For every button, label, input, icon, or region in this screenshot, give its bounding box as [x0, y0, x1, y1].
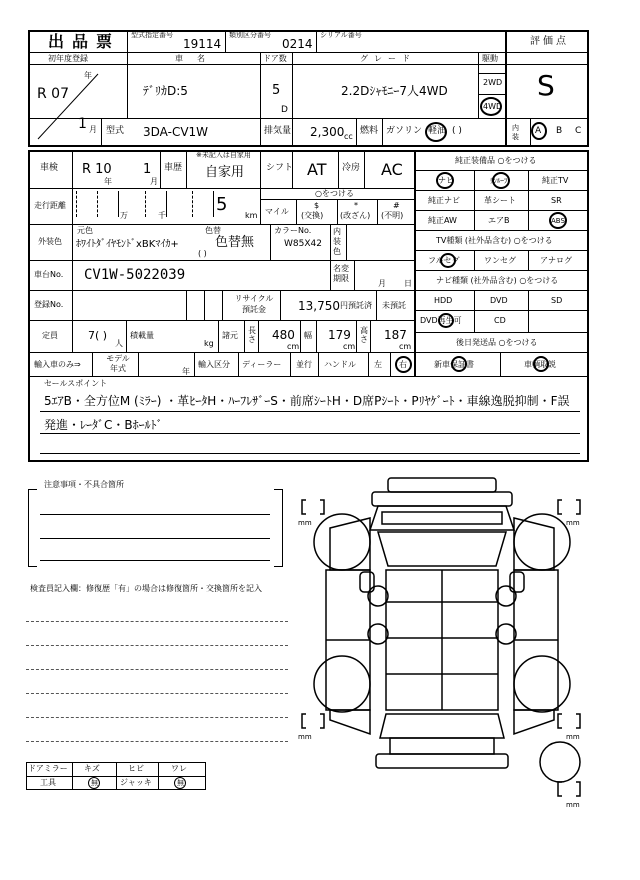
meihen-tsuki: 月 [378, 279, 386, 288]
shogen-label: 諸元 [222, 331, 238, 340]
handle-right: 右 [399, 360, 407, 369]
import-kubun-label: 輸入区分 [198, 360, 230, 369]
naga-label: 長さ [248, 326, 256, 344]
equip-sr: SR [551, 196, 562, 205]
haba-label: 幅 [304, 331, 312, 340]
mileage-circle-note: ○をつける [315, 189, 354, 198]
drive-4wd-circle [480, 97, 502, 116]
inspect-note: 検査員記入欄：修復歴「有」の場合は修復箇所・交換箇所を記入 [30, 584, 262, 593]
naisoushoku-label: 内装色 [333, 227, 341, 256]
haba-cm: cm [343, 342, 356, 351]
sales-line1: 5ｴｱB・全方位M (ﾐﾗｰ) ・革ﾋｰﾀH・ﾊｰﾌﾚｻﾞｰS・前席ｼｰﾄH・D席Pｼｰﾄ・Pﾘﾔｹﾞｰﾄ・車線逸脱抑制・F誤 [44, 394, 570, 408]
door-d: D [281, 105, 288, 115]
equip-navi: ナビ [438, 176, 454, 185]
sekisai-kg: kg [204, 339, 214, 348]
sha-label: 車歴 [164, 163, 183, 173]
mileage-label: 走行距離 [34, 201, 66, 210]
color-label: 外装色 [38, 237, 62, 246]
naisou-label: 内装 [512, 124, 519, 141]
shift-value: AT [307, 160, 327, 179]
koukan-option: (交換) [301, 211, 324, 220]
mm-front-right: mm [566, 519, 580, 527]
kata-number: 19114 [183, 37, 222, 51]
fuel-label: 燃料 [360, 126, 379, 136]
handle-label: ハンドル [324, 360, 356, 369]
equip-genuine-navi: 純正ナビ [428, 196, 460, 205]
cc-label: 排気量 [264, 126, 292, 136]
taka-value: 187 [384, 328, 407, 342]
naisou-b: B [556, 126, 563, 136]
legend-kougu-circle [88, 777, 100, 789]
equip-sunroof-circle [492, 172, 510, 189]
drive-2wd: 2WD [483, 78, 503, 87]
tv-analog: アナログ [540, 256, 572, 265]
legend-kizu: キズ [84, 764, 100, 773]
navi-hdd: HDD [434, 296, 453, 305]
colorno-value: W85X42 [284, 239, 322, 249]
chassis-value: CV1W-5022039 [84, 267, 186, 283]
taka-label: 高さ [360, 326, 368, 344]
navi-sd: SD [551, 296, 563, 305]
recycle-label: リサイクル預託金 [234, 294, 274, 314]
navi-dvd-play: DVD再生可 [420, 316, 462, 325]
serial-label: シリアル番号 [320, 31, 362, 39]
irogae-label: 色替 [205, 226, 221, 235]
ast-symbol: * [354, 201, 358, 210]
fuel-other: ( ) [452, 126, 462, 136]
legend-kougu: 工具 [40, 778, 56, 787]
month-unit: 月 [89, 125, 97, 134]
fuel-gasoline: ガソリン [386, 126, 423, 136]
shaken-gatsu: 月 [150, 177, 158, 186]
year-label: 初年度登録 [48, 54, 88, 63]
kata-label: 型式指定番号 [131, 31, 173, 39]
meihen-label: 名変期限 [333, 264, 349, 283]
legend-jack: ジャッキ [120, 778, 152, 787]
sha-note: ※未記入は自家用 [196, 151, 251, 159]
shaken-label: 車検 [40, 163, 59, 173]
naga-cm: cm [287, 342, 300, 351]
sha-value: 自家用 [205, 165, 245, 180]
fuel-diesel-circle [425, 122, 447, 142]
year-value: R 07 [37, 86, 69, 102]
form-title: 出品票 [48, 32, 121, 51]
navi-dvd-play-circle [438, 313, 454, 328]
irogae-value: 色替無 [215, 235, 255, 250]
drive-label: 駆動 [482, 54, 498, 63]
kaizan-option: (改ざん) [340, 211, 371, 220]
year-nen-unit: 年 [84, 71, 92, 80]
notes-bracket-left [28, 489, 37, 567]
handle-right-circle [395, 356, 412, 373]
mileage-km: km [245, 211, 258, 220]
irogae-paren: ( ) [198, 249, 207, 258]
haba-value: 179 [328, 328, 351, 342]
sekisai-label: 積載量 [130, 331, 154, 340]
equip-aw: 純正AW [428, 216, 457, 225]
mileage-man: 万 [120, 211, 128, 220]
import-label: 輸入車のみ⇒ [34, 360, 81, 369]
eval-label: 評価点 [530, 36, 569, 47]
ruibetsu-number: 0214 [282, 37, 313, 51]
teiin-label: 定員 [42, 331, 58, 340]
model-label: 型式 [106, 126, 125, 136]
fumei-option: (不明) [381, 211, 404, 220]
cc-unit: cc [344, 132, 353, 141]
heikou-option: 並行 [296, 360, 312, 369]
sales-line2: 発進・ﾚｰﾀﾞC・Bﾎｰﾙﾄﾞ [44, 418, 163, 432]
mileage-digit: 5 [216, 194, 228, 215]
shaken-value: R 10 [82, 162, 112, 177]
legend-jack-nashi: 無 [177, 779, 184, 787]
cc-value: 2,300 [310, 125, 345, 139]
mile-option: マイル [265, 207, 289, 216]
later-manual: 車輌取説 [524, 360, 556, 369]
taka-cm: cm [399, 342, 412, 351]
car-diagram [290, 470, 600, 810]
later-manual-circle [533, 356, 549, 372]
navi-cd: CD [494, 316, 506, 325]
legend-ware: ワレ [171, 764, 187, 773]
car-name-label: 車名 [175, 54, 219, 63]
mm-rear-right: mm [566, 733, 580, 741]
eval-score: S [537, 69, 555, 102]
recycle-tail: 円預託済 [340, 301, 372, 310]
fuel-diesel: 軽油 [428, 126, 447, 136]
handle-left: 左 [374, 360, 382, 369]
equip-abs-circle [549, 212, 567, 229]
legend-doormirror: ドアミラー [28, 764, 68, 773]
equip-navi-circle [436, 172, 454, 189]
equip-title: 純正装備品 ○をつける [455, 156, 537, 165]
mm-spare: mm [566, 801, 580, 809]
equip-leather: 革シート [484, 196, 516, 205]
legend-kougu-nashi: 無 [91, 779, 98, 787]
month-value: 1 [78, 116, 87, 132]
equip-abs: ABS [551, 217, 565, 225]
shaken-month: 1 [143, 162, 152, 177]
naisou-a: A [535, 126, 542, 136]
cool-value: AC [381, 160, 403, 179]
equip-airbag: エアB [488, 216, 510, 225]
colorno-label: カラーNo. [274, 226, 312, 235]
motoiro-value: ﾎﾜｲﾄﾀﾞｲﾔﾓﾝﾄﾞxBKﾏｲｶ+ [76, 239, 179, 250]
motoiro-label: 元色 [77, 226, 93, 235]
mileage-sen: 千 [158, 211, 166, 220]
equip-tv: 純正TV [542, 176, 569, 185]
hash-symbol: # [393, 201, 400, 210]
equip-sunroof: ｻﾝﾙｰﾌ [490, 177, 508, 185]
dealer-option: ディーラー [242, 360, 282, 369]
legend-jack-circle [174, 777, 186, 789]
dollar-symbol: $ [314, 201, 320, 210]
mm-rear-left: mm [298, 733, 312, 741]
model-value: 3DA-CV1W [143, 125, 209, 139]
notes-bracket-right [274, 489, 283, 567]
modelyear-nen: 年 [182, 367, 190, 376]
later-warranty: 新車保証書 [434, 360, 474, 369]
teiin-nin: 人 [115, 339, 123, 348]
shift-label: シフト [266, 163, 294, 173]
shaken-nen: 年 [104, 177, 112, 186]
navi-type-title: ナビ種類 (社外品含む) ○をつける [436, 276, 559, 285]
later-warranty-circle [451, 356, 467, 372]
chassis-label: 車台No. [34, 270, 64, 279]
teiin-value: 7( ) [88, 329, 108, 342]
car-name-value: ﾃﾞﾘｶD:5 [143, 84, 188, 98]
tv-title: TV種類 (社外品含む) ○をつける [436, 236, 553, 245]
later-title: 後日発送品 ○をつける [456, 338, 538, 347]
naisou-a-circle [531, 122, 547, 140]
mm-front-left: mm [298, 519, 312, 527]
drive-4wd: 4WD [483, 102, 503, 111]
tv-fullseg-circle [440, 253, 456, 268]
cool-label: 冷房 [342, 163, 361, 173]
sales-title: セールスポイント [44, 379, 108, 388]
recycle-value: 13,750 [298, 299, 340, 313]
mi-yotaku: 未預託 [382, 301, 406, 310]
ruibetsu-label: 類別区分番号 [229, 31, 271, 39]
notes-title: 注意事項・不具合箇所 [44, 480, 124, 489]
naisou-c: C [575, 126, 582, 136]
navi-dvd: DVD [490, 296, 508, 305]
naga-value: 480 [272, 328, 295, 342]
grade-value: 2.2Dｼｬﾓﾆｰ7人4WD [341, 84, 448, 98]
grade-label: グレード [360, 54, 416, 63]
modelyear-label: モデル年式 [106, 354, 130, 373]
tv-oneseg: ワンセグ [484, 256, 516, 265]
door-value: 5 [272, 83, 281, 98]
touroku-label: 登録No. [34, 300, 64, 309]
door-label: ドア数 [263, 54, 287, 63]
legend-hibi: ヒビ [128, 764, 144, 773]
tv-fullseg: フルセグ [428, 256, 460, 265]
meihen-hi: 日 [404, 279, 412, 288]
